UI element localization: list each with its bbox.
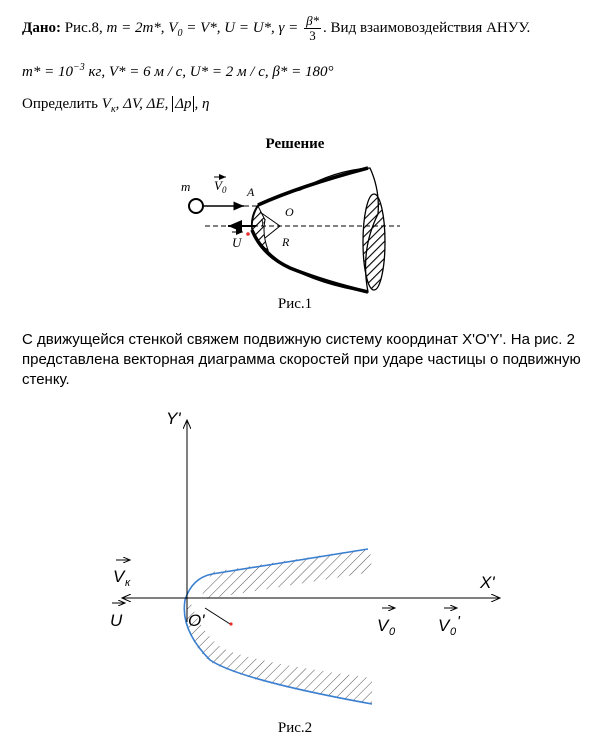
label-v0: V [377, 616, 389, 635]
upper-hatch [200, 548, 372, 600]
fig1-label-u: U [232, 235, 242, 250]
fig1-label-v0: V [214, 178, 222, 193]
label-vk-sub: к [125, 577, 131, 589]
paragraph: С движущейся стенкой свяжем подвижную систему координат X'O'Y'. На рис. 2 представлена векторная диаграмма скоростей при ударе частицы о подвижную стенку. [22, 331, 581, 388]
figure-2 [0, 400, 603, 720]
given-sub: 0 [177, 27, 183, 39]
wall-upper-edge [258, 168, 368, 205]
section-title: Решение [265, 136, 325, 152]
fig1-label-m: m [181, 179, 191, 194]
determine-line [22, 96, 209, 115]
determine-label: Определить [22, 96, 99, 112]
fig1-label-v0-sub: 0 [222, 185, 227, 195]
wall-lower-edge [252, 230, 368, 292]
given-conditions-2: = V*, U = U*, γ = [182, 19, 299, 36]
lower-hatch [187, 600, 372, 704]
fig-ref: Рис.8, [64, 19, 103, 36]
label-y-axis: Y' [166, 409, 181, 428]
fig1-label-o: O [285, 205, 294, 219]
radius-r [265, 226, 280, 238]
red-dot-2 [229, 622, 232, 625]
abs-delta-p [172, 96, 194, 112]
values-mass: m* = 10 [22, 64, 73, 80]
determine-v-sub: к [110, 104, 116, 115]
gamma-fraction [304, 14, 321, 43]
label-x-axis: X' [480, 573, 495, 592]
given-line [22, 14, 530, 43]
delta-p: Δp [175, 96, 192, 112]
determine-list: , ΔV, ΔE, [115, 96, 173, 112]
determine-eta: , η [194, 96, 210, 112]
label-v0p-prime: ' [457, 613, 460, 630]
values-line [22, 62, 333, 81]
label-v0p-sub: 0 [450, 626, 457, 638]
particle [189, 199, 203, 213]
fig1-label-gamma: γ [261, 215, 266, 227]
given-label: Дано: [22, 19, 61, 36]
determine-v: V [101, 96, 111, 112]
fig1-label-a: A [247, 185, 255, 199]
gamma-denominator: 3 [309, 28, 316, 43]
label-v0p: V [438, 616, 450, 635]
label-origin: O' [188, 611, 205, 630]
interaction-type: . Вид взаимовоздействия АНУУ. [323, 19, 531, 36]
label-u: U [110, 611, 123, 630]
gamma-numerator: β* [306, 13, 320, 28]
red-dot [246, 232, 250, 236]
values-rest: кг, V* = 6 м / с, U* = 2 м / с, β* = 180° [84, 64, 334, 80]
caption-fig1: Рис.1 [277, 296, 313, 312]
given-conditions: m = 2m*, V [106, 19, 178, 36]
caption-fig2: Рис.2 [277, 720, 313, 736]
wall-hatch-outer [363, 194, 385, 290]
wall-outline [252, 168, 379, 292]
label-vk: V [113, 567, 125, 586]
fig1-label-r: R [282, 235, 290, 249]
values-exponent: −3 [72, 62, 85, 73]
radius-line-2 [205, 608, 230, 624]
label-v0-sub: 0 [389, 626, 396, 638]
figure-1 [0, 150, 603, 310]
